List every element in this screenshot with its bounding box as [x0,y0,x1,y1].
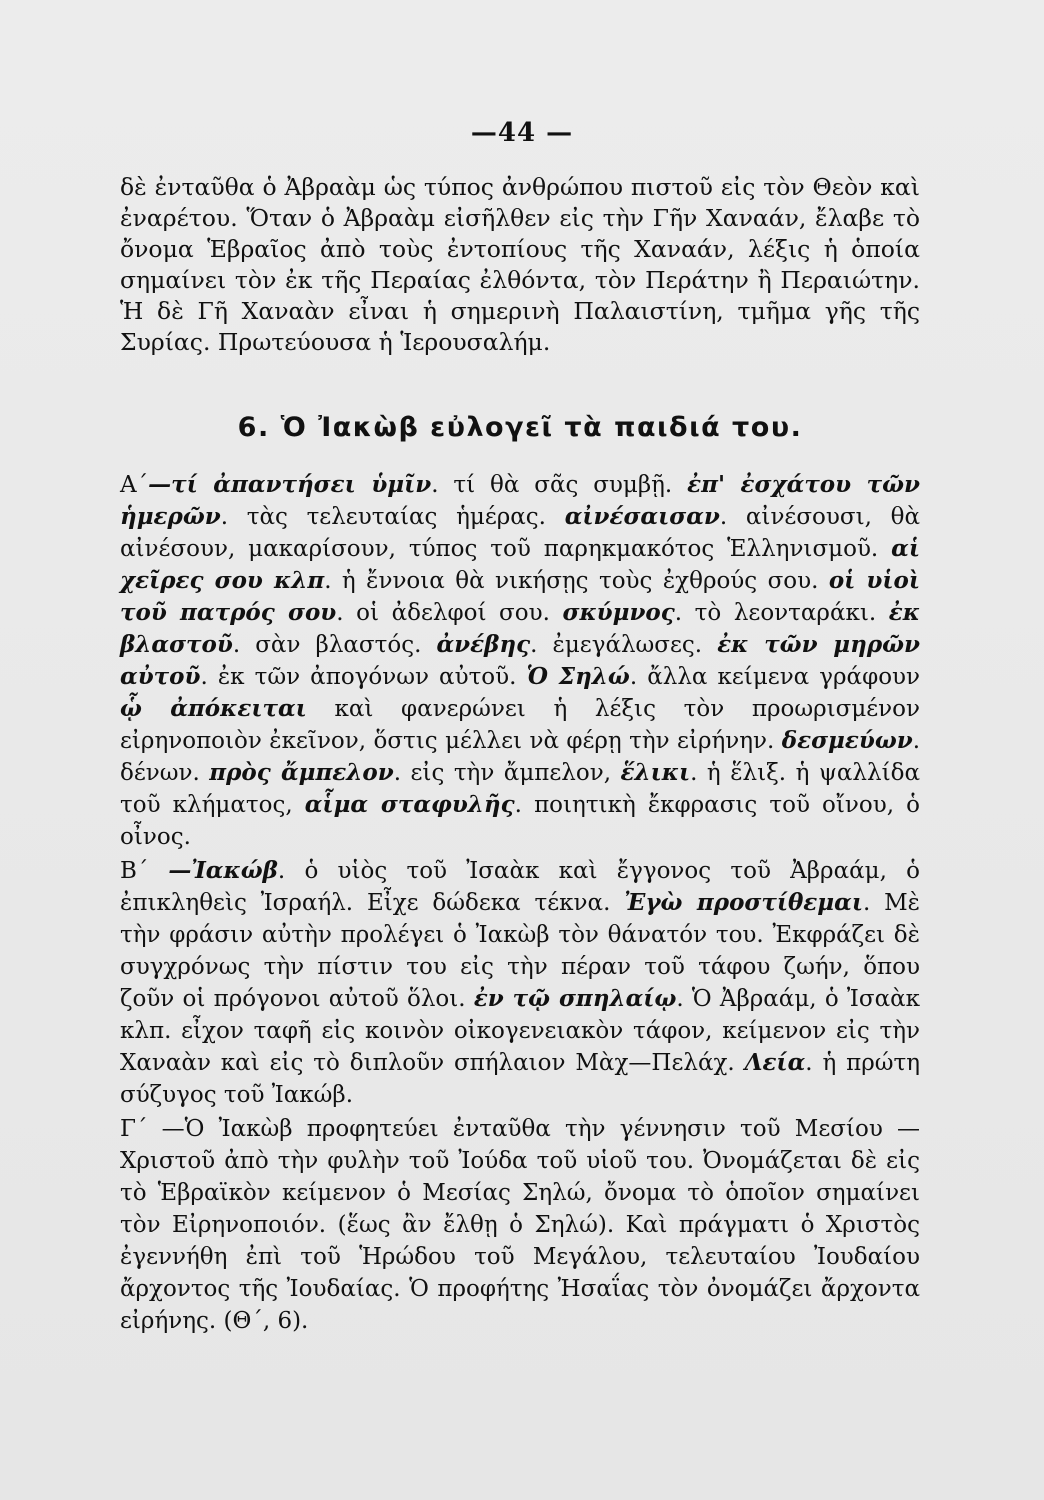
headword: ἀνέβης [436,631,531,658]
headword: αἰνέσαισαν [564,503,720,530]
headword: ἐν τῷ σπηλαίῳ [473,985,677,1012]
section-letter: Γ΄ [120,1116,148,1142]
gloss: καὶ φανερώνει ἡ λέξις τὸν προωρισμένον εἰρηνοποιὸν ἐκεῖνον, ὅστις μέλλει νὰ φέρῃ τὴν εἰρήνην. [120,696,920,754]
gloss: . τὰς τελευταίας ἡμέρας. [220,504,565,530]
headword: ἐκ βλαστοῦ [120,599,920,658]
gloss: . ἄλλα κείμενα γράφουν [629,664,921,690]
headword: δεσμεύων [781,727,913,754]
headword: αἱ χεῖρες σου κλπ [120,535,920,594]
headword: πρὸς ἄμπελον [209,759,394,786]
headword: οἱ υἱοὶ τοῦ πατρός σου [120,567,920,626]
headword: Λεία [744,1049,806,1076]
notes-section-b [120,855,920,1111]
section-letter: Α΄ [120,472,149,498]
headword: σκύμνος [562,599,675,626]
gloss: . οἱ ἀδελφοί σου. [336,600,563,626]
intro-paragraph: δὲ ἐνταῦθα ὁ Ἀβραὰμ ὡς τύπος ἀνθρώπου πιστοῦ εἰς τὸν Θεὸν καὶ ἐναρέτου. Ὅταν ὁ Ἀβραὰμ εἰσῆλθεν εἰς τὴν Γῆν Χαναάν, ἔλαβε τὸ ὄνομα Ἑβραῖος ἀπὸ τοὺς ἐντοπίους τῆς Χαναάν, λέξις ἡ ὁποία σημαίνει τὸν ἐκ τῆς Περαίας ἐλθόντα, τὸν Περάτην ἢ Περαιώτην. Ἡ δὲ Γῆ Χαναὰν εἶναι ἡ σημερινὴ Παλαιστίνη, τμῆμα γῆς τῆς Συρίας. Πρωτεύουσα ἡ Ἱερουσαλήμ. [120,173,920,356]
gloss: . ἡ ἔννοια θὰ νικήσῃς τοὺς ἐχθρούς σου. [324,568,829,594]
gloss: . δένων. [120,728,920,786]
section-heading: 6. Ὁ Ἰακὼβ εὐλογεῖ τὰ παιδιά του. [237,412,803,443]
gloss: . ἡ πρώτη σύζυγος τοῦ Ἰακώβ. [120,1050,920,1108]
gloss: . ἐμεγάλωσες. [530,632,718,658]
gloss: . ὁ υἱὸς τοῦ Ἰσαὰκ καὶ ἔγγονος τοῦ Ἀβραάμ, ὁ ἐπικληθεὶς Ἰσραήλ. Εἶχε δώδεκα τέκνα. [120,858,920,916]
gloss: . εἰς τὴν ἄμπελον, [393,760,621,786]
notes-section-a [120,469,920,853]
gloss: . ἐκ τῶν ἀπογόνων αὐτοῦ. [200,664,527,690]
headword: ἐκ τῶν μηρῶν αὐτοῦ [120,631,921,690]
gloss: . Ὁ Ἀβραάμ, ὁ Ἰσαὰκ κλπ. εἶχον ταφῆ εἰς κοινὸν οἰκογενειακὸν τάφον, κείμενον εἰς τὴν Χαναὰν καὶ εἰς τὸ διπλοῦν σπήλαιον Μὰχ—Πελάχ. [120,986,921,1076]
gloss: . Μὲ τὴν φράσιν αὐτὴν προλέγει ὁ Ἰακὼβ τὸν θάνατόν του. Ἐκφράζει δὲ συγχρόνως τὴν πίστιν του εἰς τὴν πέραν τοῦ τάφου ζωήν, ὅπου ζοῦν οἱ πρόγονοι αὐτοῦ ὅλοι. [120,890,921,1012]
headword: ἕλικι [620,759,691,786]
headword: ἐπ' ἐσχάτου τῶν ἡμερῶν [120,471,920,530]
page-number: —44 — [470,118,574,148]
section-letter: Β΄ [120,858,149,884]
gloss: . αἰνέσουσι, θὰ αἰνέσουν, μακαρίσουν, τύπος τοῦ παρηκμακότος Ἑλληνισμοῦ. [120,504,920,562]
headword: ᾧ ἀπόκειται [120,695,307,722]
gloss: . ἡ ἕλιξ. ἡ ψαλλίδα τοῦ κλήματος, [120,760,920,818]
gloss: . τὸ λεονταράκι. [674,600,889,626]
gloss: . ποιητικὴ ἔκφρασις τοῦ οἴνου, ὁ οἶνος. [120,792,920,850]
gloss: . τί θὰ σᾶς συμβῇ. [431,472,688,498]
notes-section-c [120,1113,920,1337]
headword: αἷμα σταφυλῆς [304,791,515,818]
headword: Ὁ Σηλώ [526,663,630,690]
headword: —Ἰακώβ [148,857,278,884]
headword: Ἐγὼ προστίθεμαι [624,889,863,916]
gloss: —Ὁ Ἰακὼβ προφητεύει ἐνταῦθα τὴν γέννησιν τοῦ Μεσίου —Χριστοῦ ἀπὸ τὴν φυλὴν τοῦ Ἰούδα τοῦ υἱοῦ του. Ὀνομάζεται δὲ εἰς τὸ Ἑβραϊκὸν κείμενον ὁ Μεσίας Σηλώ, ὄνομα τὸ ὁποῖον σημαίνει τὸν Εἰρηνοποιόν. (ἕως ἂν ἔλθῃ ὁ Σηλώ). Καὶ πράγματι ὁ Χριστὸς ἐγεννήθη ἐπὶ τοῦ Ἡρώδου τοῦ Μεγάλου, τελευταίου Ἰουδαίου ἄρχοντος τῆς Ἰουδαίας. Ὁ προφήτης Ἠσαΐας τὸν ὀνομάζει ἄρχοντα εἰρήνης. (Θ΄, 6). [120,1116,920,1334]
gloss: . σὰν βλαστός. [232,632,437,658]
headword: —τί ἀπαντήσει ὑμῖν [148,471,432,498]
page-body [120,172,920,1337]
